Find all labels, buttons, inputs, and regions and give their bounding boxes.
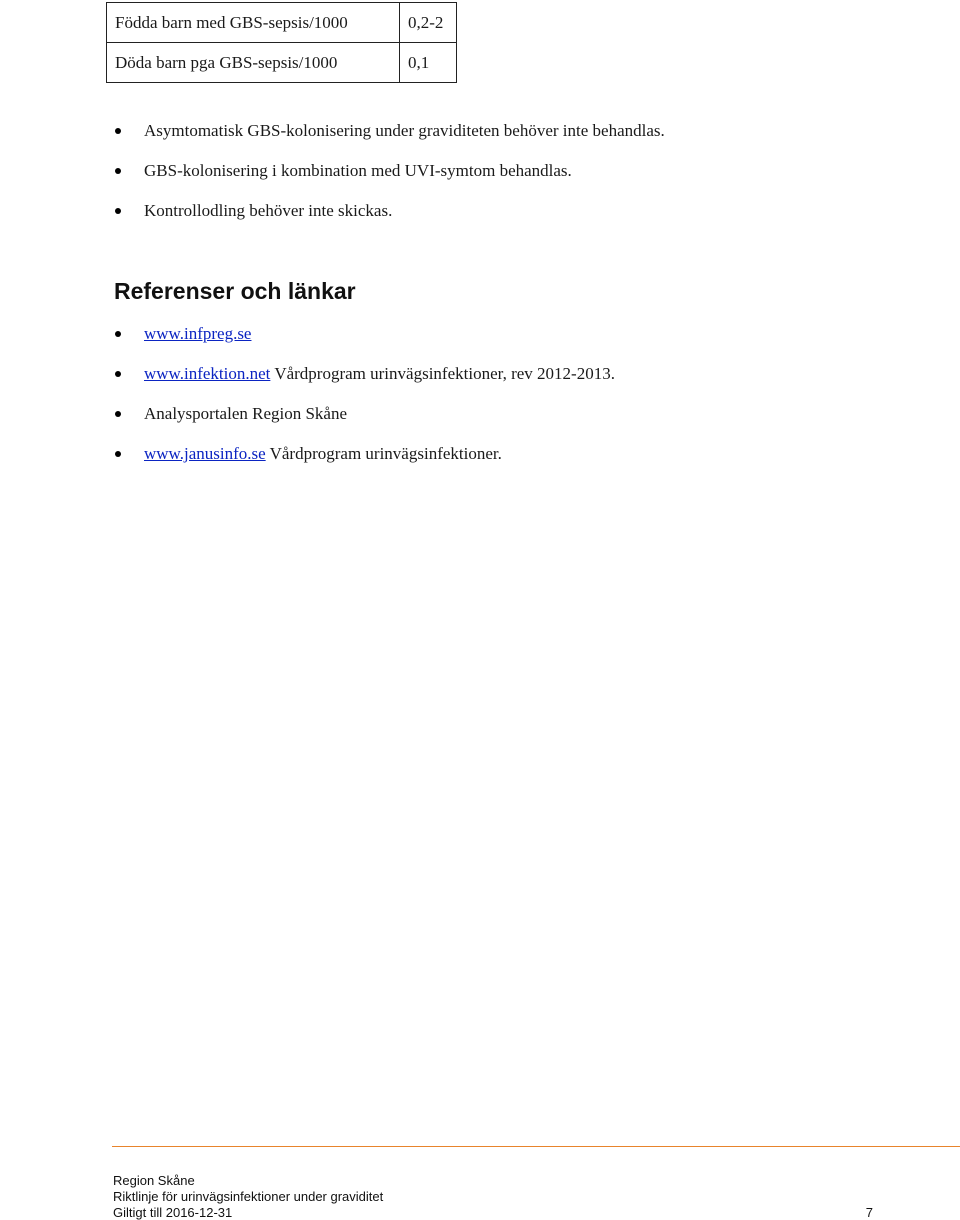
footer-divider — [112, 1146, 960, 1147]
infpreg-link[interactable]: www.infpreg.se — [144, 324, 252, 343]
reference-item — [112, 442, 615, 482]
list-item — [112, 119, 665, 159]
footer-doc-title: Riktlinje för urinvägsinfektioner under graviditet — [113, 1189, 384, 1204]
bullet-icon — [115, 331, 121, 337]
bullet-icon — [115, 371, 121, 377]
list-item-text: Asymtomatisk GBS-kolonisering under graviditeten behöver inte behandlas. — [144, 121, 665, 140]
list-item — [112, 199, 665, 239]
table-cell-value: 0,1 — [400, 43, 457, 83]
references-list — [112, 322, 615, 482]
footer-bottom-line — [113, 1205, 873, 1220]
footer-valid-until: Giltigt till 2016-12-31 — [113, 1205, 233, 1220]
footer-org: Region Skåne — [113, 1173, 195, 1188]
references-heading: Referenser och länkar — [114, 278, 356, 304]
table-row — [107, 43, 457, 83]
infektion-link[interactable]: www.infektion.net — [144, 364, 271, 383]
page-footer — [113, 1173, 873, 1220]
reference-text: Vårdprogram urinvägsinfektioner. — [265, 444, 502, 463]
bullet-icon — [115, 411, 121, 417]
reference-text: Vårdprogram urinvägsinfektioner, rev 2012-2013. — [270, 364, 615, 383]
gbs-stats-table — [106, 2, 457, 83]
bullet-icon — [115, 128, 121, 134]
reference-text: Analysportalen Region Skåne — [144, 404, 348, 423]
list-item-text: GBS-kolonisering i kombination med UVI-symtom behandlas. — [144, 161, 572, 180]
bullet-icon — [115, 168, 121, 174]
reference-item — [112, 362, 615, 402]
list-item — [112, 159, 665, 199]
bullet-icon — [115, 208, 121, 214]
table-row — [107, 3, 457, 43]
page-number: 7 — [865, 1205, 873, 1220]
table-cell-value: 0,2-2 — [400, 3, 457, 43]
table-cell-label: Födda barn med GBS-sepsis/1000 — [107, 3, 400, 43]
table-cell-label: Döda barn pga GBS-sepsis/1000 — [107, 43, 400, 83]
bullet-icon — [115, 451, 121, 457]
reference-item — [112, 402, 615, 442]
reference-item — [112, 322, 615, 362]
gbs-recommendations-list — [112, 119, 665, 239]
list-item-text: Kontrollodling behöver inte skickas. — [144, 201, 393, 220]
janusinfo-link[interactable]: www.janusinfo.se — [144, 444, 266, 463]
